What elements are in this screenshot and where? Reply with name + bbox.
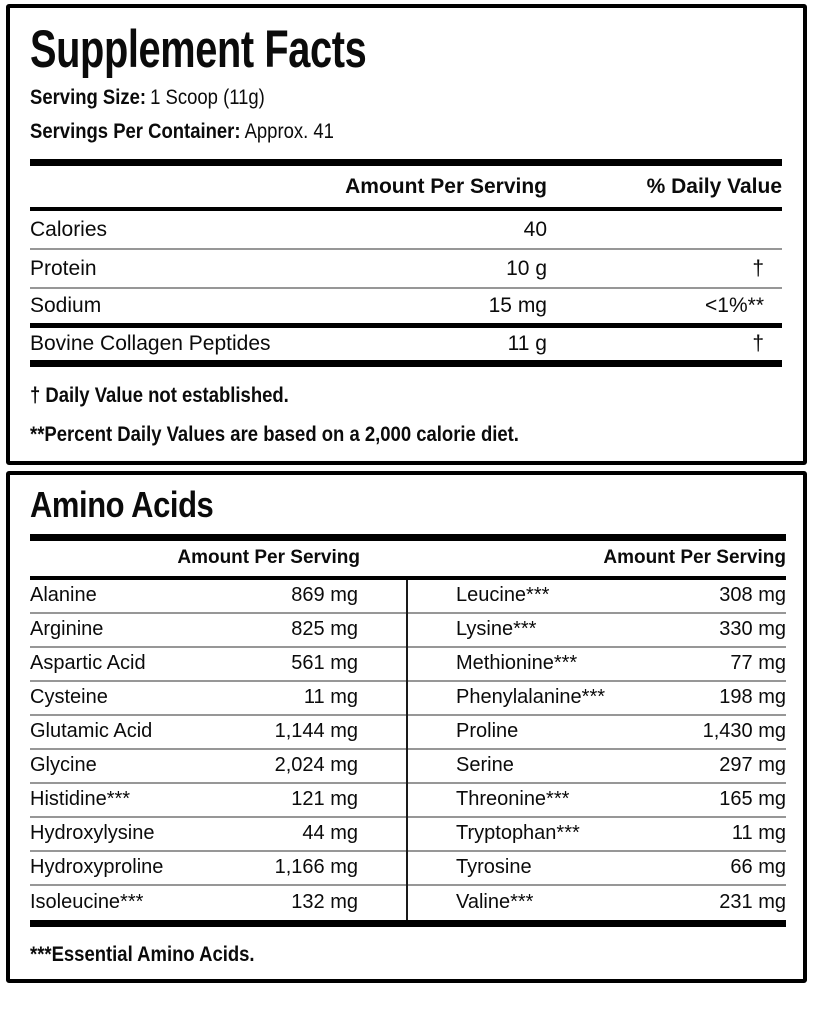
servings-per-container-line xyxy=(30,119,782,144)
amount-value: 11 mg xyxy=(731,822,786,845)
amino-header-row xyxy=(30,541,786,580)
daily-value-header: % Daily Value xyxy=(646,174,782,198)
amount-per-serving-header-left: Amount Per Serving xyxy=(177,547,360,569)
table-row-calories xyxy=(30,211,782,250)
amount-value: 40 xyxy=(523,217,547,241)
amino-name: Valine*** xyxy=(456,891,534,914)
amount-value: 132 mg xyxy=(291,891,358,914)
amount-value: 15 mg xyxy=(488,294,547,318)
amount-value: 869 mg xyxy=(291,584,358,607)
table-row-isoleucine xyxy=(30,886,406,920)
serving-size-value: 1 Scoop (11g) xyxy=(150,86,265,109)
amino-name: Histidine*** xyxy=(30,788,131,811)
amino-right-column xyxy=(408,580,786,920)
amino-name: Leucine*** xyxy=(456,584,550,607)
supplement-facts-title: Supplement Facts xyxy=(30,20,367,79)
servings-per-container-label: Servings Per Container: xyxy=(30,120,241,144)
amino-acids-panel xyxy=(6,471,807,983)
facts-header-row xyxy=(30,166,782,211)
amount-value: 44 mg xyxy=(302,822,358,845)
amino-name: Lysine*** xyxy=(456,618,537,641)
amount-value: 825 mg xyxy=(291,618,358,641)
amino-name: Tryptophan*** xyxy=(456,822,580,845)
table-row-protein xyxy=(30,250,782,289)
amino-name: Tyrosine xyxy=(456,856,532,879)
amino-name: Threonine*** xyxy=(456,788,570,811)
amount-value: 66 mg xyxy=(730,856,786,879)
nutrient-name: Protein xyxy=(30,256,97,280)
table-row-valine xyxy=(408,886,786,920)
table-row-lysine xyxy=(408,614,786,648)
serving-size-label: Serving Size: xyxy=(30,86,147,109)
thick-rule xyxy=(30,159,782,166)
amount-value: 10 g xyxy=(506,256,547,280)
table-row-bovine-collagen-peptides xyxy=(30,328,782,367)
nutrient-name: Calories xyxy=(30,217,108,241)
nutrient-name: Bovine Collagen Peptides xyxy=(30,332,271,356)
table-row-tyrosine xyxy=(408,852,786,886)
amount-value: 561 mg xyxy=(291,652,358,675)
amount-value: 11 g xyxy=(507,332,547,356)
table-row-hydroxylysine xyxy=(30,818,406,852)
table-row-tryptophan xyxy=(408,818,786,852)
amino-name: Cysteine xyxy=(30,686,108,709)
amino-name: Isoleucine*** xyxy=(30,891,144,914)
amino-name: Glycine xyxy=(30,754,97,777)
nutrient-name: Sodium xyxy=(30,294,102,318)
dagger-footnote: † Daily Value not established. xyxy=(30,384,289,408)
table-row-leucine xyxy=(408,580,786,614)
amount-value: 297 mg xyxy=(719,754,786,777)
servings-per-container-value: Approx. 41 xyxy=(244,120,334,144)
amino-left-column xyxy=(30,580,408,920)
table-row-threonine xyxy=(408,784,786,818)
amino-acids-table xyxy=(30,580,786,920)
daily-value: † xyxy=(752,256,764,280)
table-row-hydroxyproline xyxy=(30,852,406,886)
amount-value: 1,430 mg xyxy=(702,720,786,743)
amount-value: 308 mg xyxy=(719,584,786,607)
amino-name: Hydroxyproline xyxy=(30,856,164,879)
amount-value: 77 mg xyxy=(730,652,786,675)
table-row-glycine xyxy=(30,750,406,784)
amount-value: 121 mg xyxy=(291,788,358,811)
amino-name: Glutamic Acid xyxy=(30,720,153,743)
amount-value: 2,024 mg xyxy=(274,754,358,777)
amount-value: 165 mg xyxy=(719,788,786,811)
supplement-facts-panel xyxy=(6,4,807,465)
table-row-aspartic-acid xyxy=(30,648,406,682)
table-row-arginine xyxy=(30,614,406,648)
table-row-histidine xyxy=(30,784,406,818)
amino-name: Proline xyxy=(456,720,519,743)
table-row-glutamic-acid xyxy=(30,716,406,750)
table-row-proline xyxy=(408,716,786,750)
table-row-cysteine xyxy=(30,682,406,716)
daily-value: <1%** xyxy=(705,294,764,318)
table-row-phenylalanine xyxy=(408,682,786,716)
amino-name: Aspartic Acid xyxy=(30,652,146,675)
amino-name: Hydroxylysine xyxy=(30,822,155,845)
amount-per-serving-header-right: Amount Per Serving xyxy=(603,547,786,569)
serving-size-line xyxy=(30,85,782,110)
percent-daily-value-footnote: **Percent Daily Values are based on a 2,000 calorie diet. xyxy=(30,422,519,446)
amino-name: Methionine*** xyxy=(456,652,578,675)
amount-value: 231 mg xyxy=(719,891,786,914)
table-row-sodium xyxy=(30,289,782,328)
amount-per-serving-header: Amount Per Serving xyxy=(345,174,547,198)
amino-name: Alanine xyxy=(30,584,97,607)
amino-name: Arginine xyxy=(30,618,104,641)
amino-acids-title: Amino Acids xyxy=(30,483,214,525)
thick-rule xyxy=(30,920,786,927)
amino-name: Serine xyxy=(456,754,514,777)
amount-value: 330 mg xyxy=(719,618,786,641)
amount-value: 1,144 mg xyxy=(274,720,358,743)
table-row-alanine xyxy=(30,580,406,614)
amount-value: 11 mg xyxy=(303,686,358,709)
thick-rule xyxy=(30,534,786,541)
daily-value: † xyxy=(752,332,764,356)
table-row-methionine xyxy=(408,648,786,682)
amount-value: 1,166 mg xyxy=(274,856,358,879)
amino-name: Phenylalanine*** xyxy=(456,686,606,709)
table-row-serine xyxy=(408,750,786,784)
essential-amino-acids-footnote: ***Essential Amino Acids. xyxy=(30,942,255,966)
amount-value: 198 mg xyxy=(719,686,786,709)
